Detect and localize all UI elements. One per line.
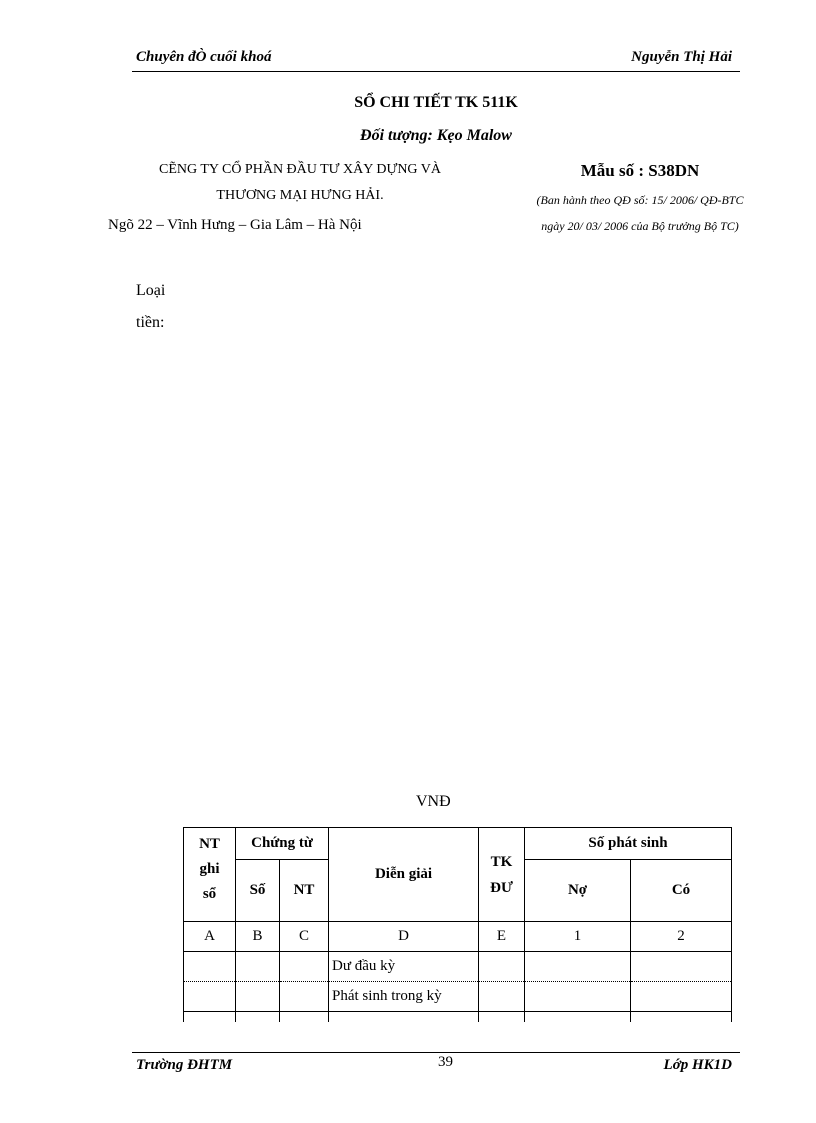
code-cell: 2 (631, 922, 732, 952)
ledger-table (183, 827, 732, 1022)
header-rule (132, 71, 740, 72)
col-header-date-line1: NT (199, 836, 220, 852)
header-left: Chuyên đÒ cuối khoá (136, 49, 272, 65)
col-header-voucher: Chứng từ (236, 828, 329, 860)
footer-rule (132, 1052, 740, 1053)
column-code-row (184, 922, 732, 952)
col-header-debit: Nợ (525, 860, 631, 922)
table-row (184, 982, 732, 1012)
row-description: Phát sinh trong kỳ (329, 982, 479, 1012)
col-header-credit: Có (631, 860, 732, 922)
col-header-date (184, 828, 236, 922)
page-number: 39 (438, 1054, 453, 1070)
footer-left: Trường ĐHTM (136, 1057, 233, 1073)
header-right: Nguyễn Thị Hải (631, 49, 732, 65)
code-cell: B (236, 922, 280, 952)
code-cell: 1 (525, 922, 631, 952)
form-number: Mẫu số : S38DN (580, 161, 700, 180)
table-row (184, 952, 732, 982)
company-address: Ngõ 22 – Vĩnh Hưng – Gia Lâm – Hà Nội (108, 217, 362, 233)
col-header-date-line2: ghi (199, 861, 220, 877)
col-header-voucher-date: NT (280, 860, 329, 922)
company-name-line1: CẼNG TY CỔ PHẦN ĐẦU TƯ XÂY DỰNG VÀ (158, 162, 442, 177)
col-header-date-line3: sổ (202, 886, 217, 902)
col-header-amount: Số phát sinh (525, 828, 732, 860)
currency-label-line1: Loại (136, 282, 166, 299)
table-row-continued (184, 1012, 732, 1023)
col-header-account (479, 828, 525, 922)
decree-line2: ngày 20/ 03/ 2006 của Bộ trưởng Bộ TC) (541, 219, 739, 233)
page-title: SỔ CHI TIẾT TK 511K (354, 94, 518, 111)
col-header-description: Diễn giải (329, 828, 479, 922)
code-cell: C (280, 922, 329, 952)
footer-right: Lớp HK1D (663, 1057, 732, 1073)
col-header-account-line1: TK (490, 853, 513, 870)
code-cell: E (479, 922, 525, 952)
page-subtitle: Đối tượng: Kẹo Malow (360, 127, 512, 144)
currency-unit: VNĐ (416, 793, 451, 810)
code-cell: A (184, 922, 236, 952)
row-description: Dư đầu kỳ (329, 952, 479, 982)
col-header-voucher-no: Số (236, 860, 280, 922)
code-cell: D (329, 922, 479, 952)
currency-label-line2: tiền: (136, 314, 165, 331)
col-header-account-line2: ĐƯ (490, 879, 513, 896)
decree-line1: (Ban hành theo QĐ số: 15/ 2006/ QĐ-BTC (536, 193, 744, 207)
company-name-line2: THƯƠNG MẠI HƯNG HẢI. (216, 188, 384, 203)
